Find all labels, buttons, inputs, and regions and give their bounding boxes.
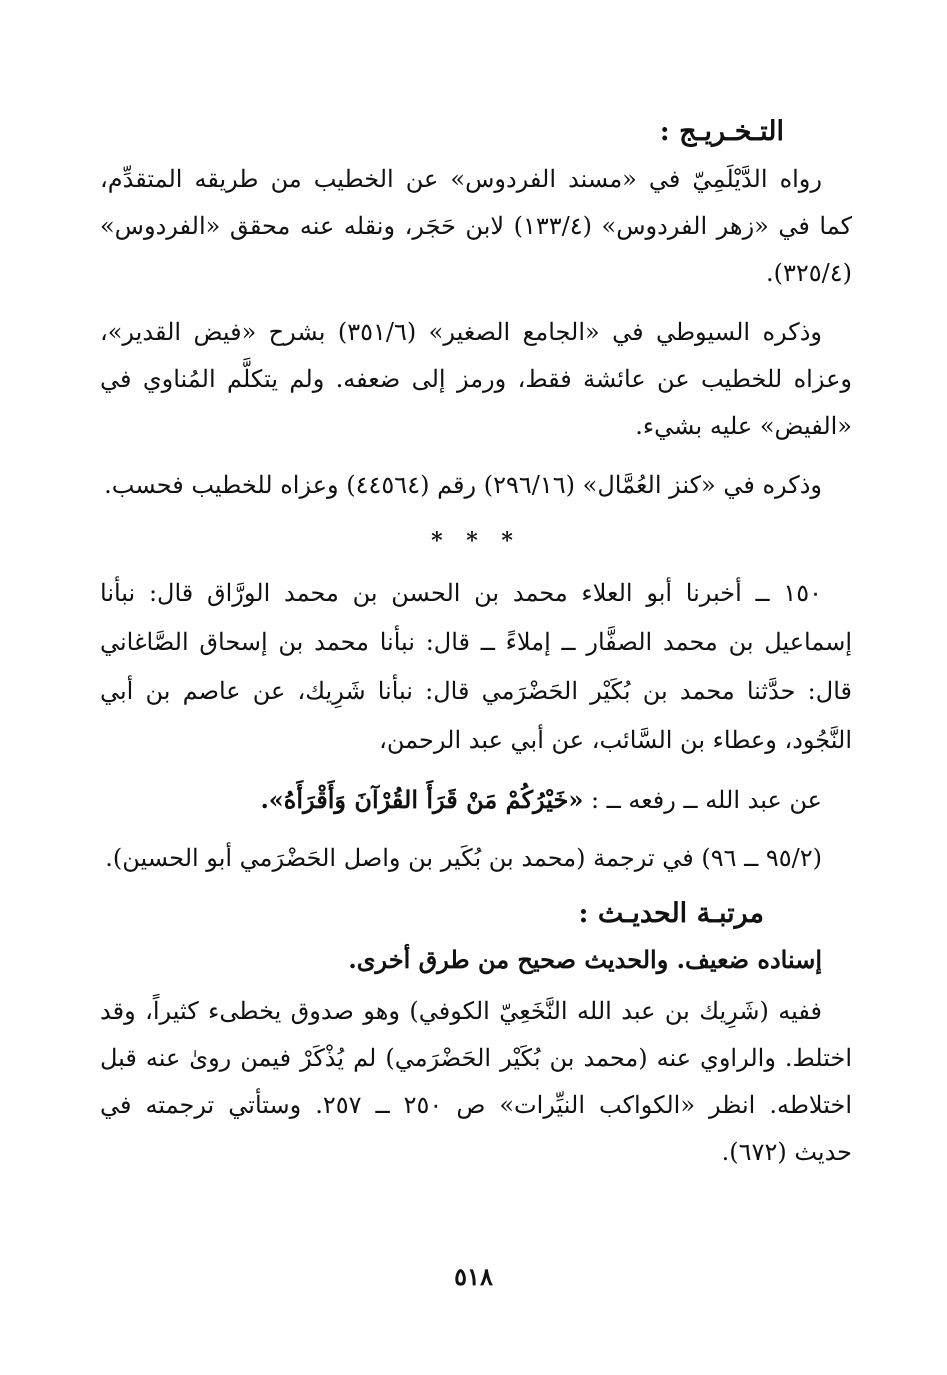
hadith-matn	[100, 775, 852, 825]
takhrij-paragraph-3: وذكره في «كنز العُمَّال» (٢٩٦/١٦) رقم (٤٤٥٦٤) وعزاه للخطيب فحسب.	[104, 471, 822, 499]
section-separator: * * *	[431, 528, 521, 554]
takhrij-paragraph-2: وذكره السيوطي في «الجامع الصغير» (٣٥١/٦) بشرح «فيض القدير»، وعزاه للخطيب عن عائشة فقط، ورمز إلى ضعفه. ولم يتكلَّم المُناوي في «الفيض» عليه بشيء.	[100, 318, 852, 440]
hadith-matn-prefix: عن عبد الله ــ رفعه ــ :	[583, 786, 822, 814]
hadith-isnad: ١٥٠ ــ أخبرنا أبو العلاء محمد بن الحسن بن محمد الورَّاق قال: نبأنا إسماعيل بن محمد الصفَّار ــ إملاءً ــ قال: نبأنا محمد بن إسحاق الصَّاغاني قال: حدَّثنا محمد بن بُكَيْر الحَضْرَمي قال: نبأنا شَرِيك، عن عاصم بن أبي النَّجُود، وعطاء بن السَّائب، عن أبي عبد الرحمن،	[100, 579, 852, 754]
hadith-matn-quote: «خَيْرُكُمْ مَنْ قَرَأَ القُرْآنَ وَأَقْرَأَهُ».	[260, 785, 584, 814]
takhrij-heading: التـخـريـج :	[659, 116, 784, 147]
page-number: ٥١٨	[454, 1262, 493, 1291]
rutba-explanation: ففيه (شَرِيك بن عبد الله النَّخَعِيّ الكوفي) وهو صدوق يخطىء كثيراً، وقد اختلط. والراوي عنه (محمد بن بُكَيْر الحَضْرَمي) لم يُذْكَرْ فيمن روىٰ عنه قبل اختلاطه. انظر «الكواكب النيِّرات» ص ٢٥٠ ــ ٢٥٧. وستأتي ترجمته في حديث (٦٧٢).	[100, 997, 853, 1166]
rutba-verdict: إسناده ضعيف. والحديث صحيح من طرق أخرى.	[348, 945, 822, 974]
takhrij-paragraph-1: رواه الدَّيْلَمِيّ في «مسند الفردوس» عن الخطيب من طريقه المتقدِّم، كما في «زهر الفردوس» (١٣٣/٤) لابن حَجَر، ونقله عنه محقق «الفردوس» (٣٢٥/٤).	[100, 165, 852, 287]
rutba-heading: مرتبـة الحديـث :	[578, 898, 764, 929]
hadith-reference: (٩٥/٢ ــ ٩٦) في ترجمة (محمد بن بُكَير بن واصل الحَضْرَمي أبو الحسين).	[105, 844, 822, 872]
